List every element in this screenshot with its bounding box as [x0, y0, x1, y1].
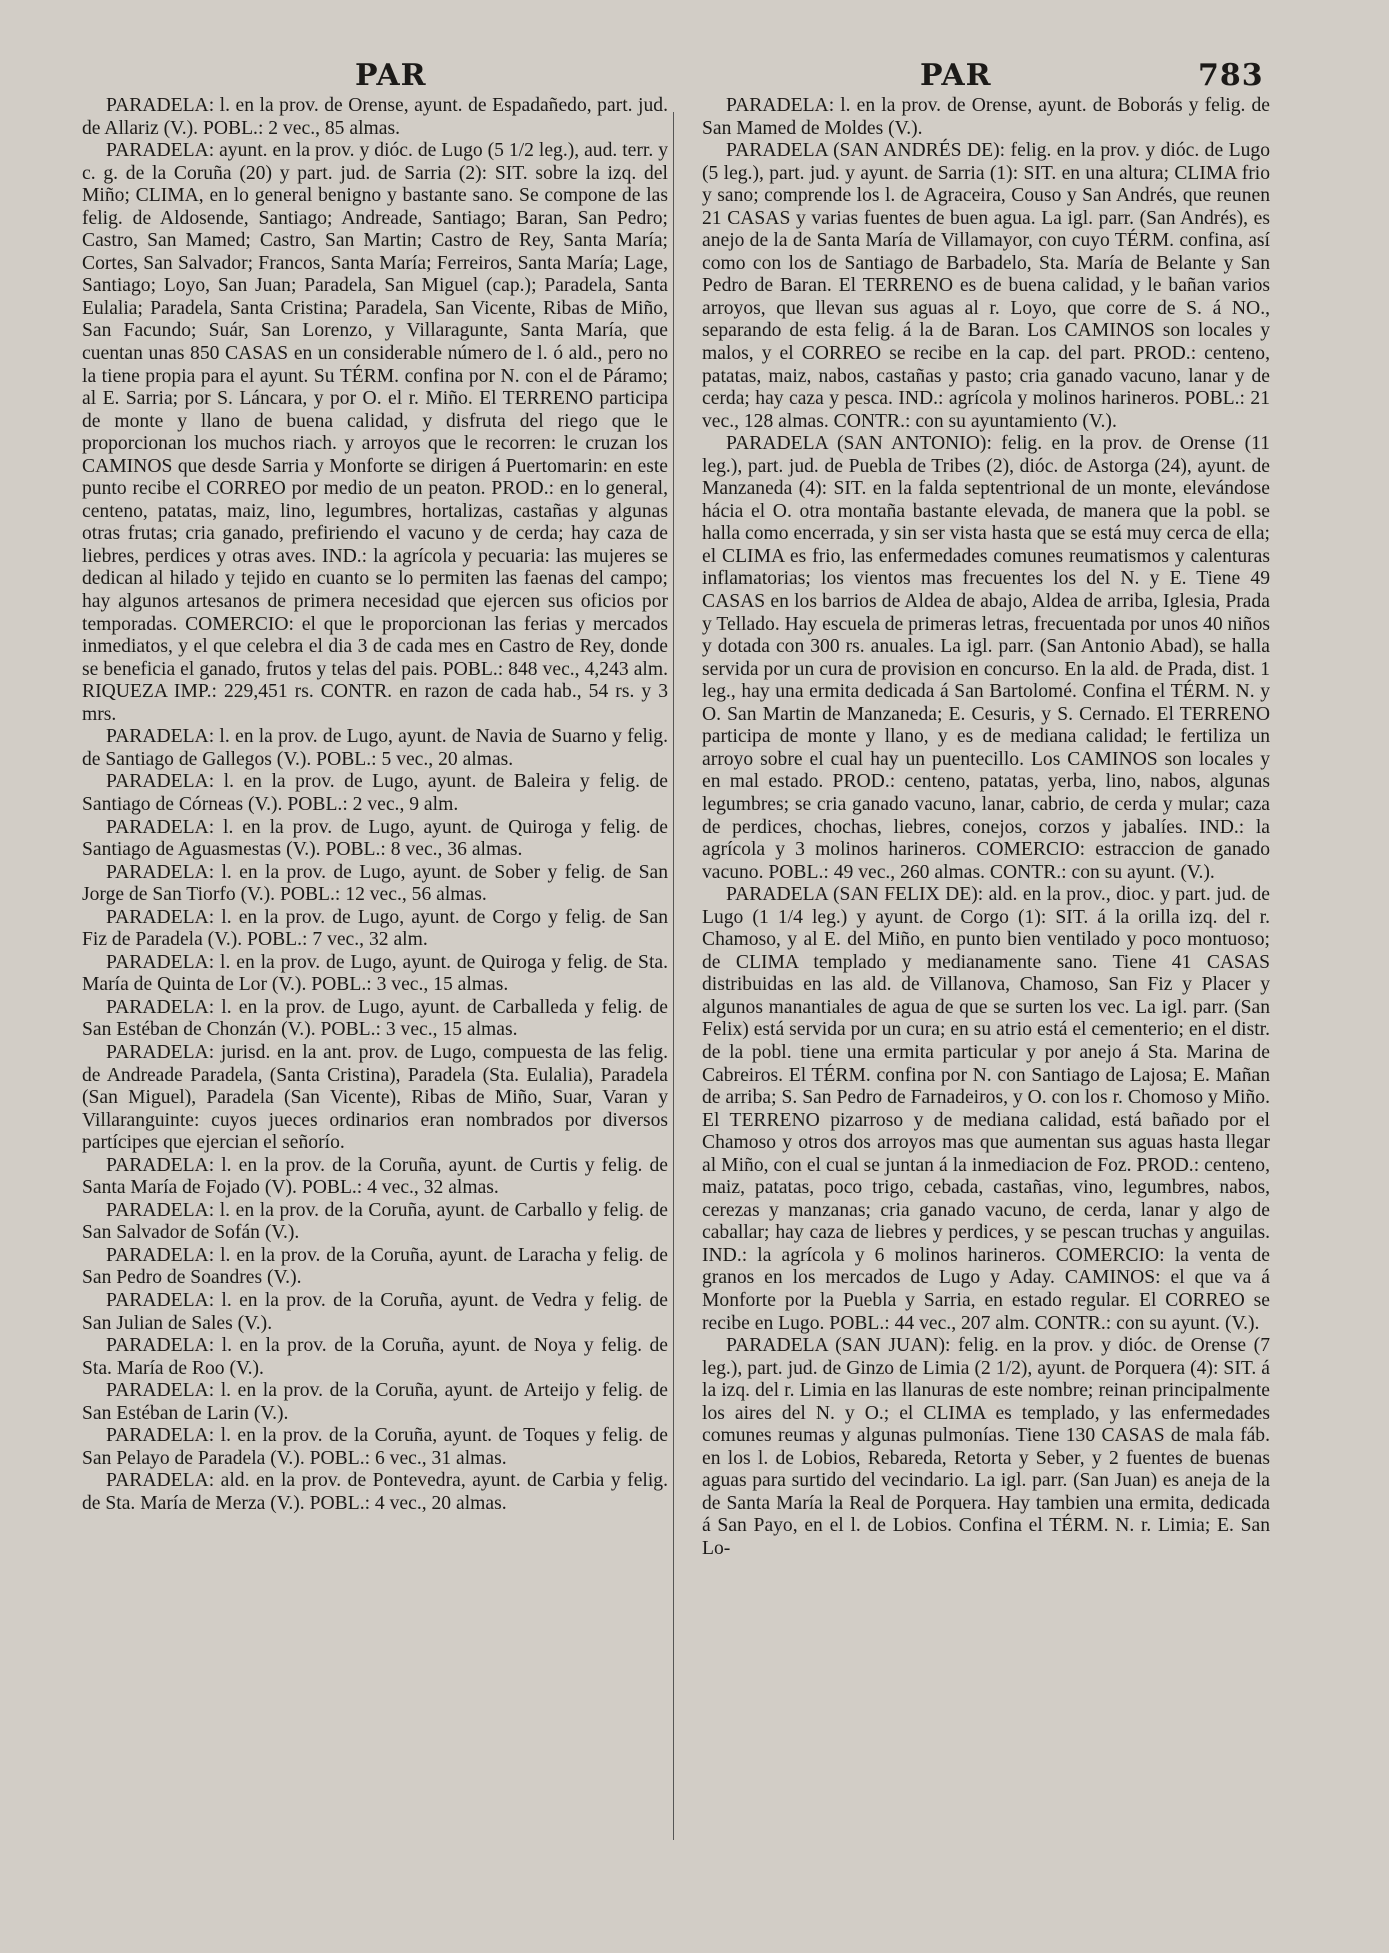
right-column: [702, 95, 1270, 1925]
dictionary-entry: PARADELA: l. en la prov. de la Coruña, ayunt. de Curtis y felig. de Santa María de Fojado (V). POBL.: 4 vec., 32 almas.: [82, 1154, 668, 1199]
dictionary-entry: PARADELA: l. en la prov. de Orense, ayunt. de Espadañedo, part. jud. de Allariz (V.). POBL.: 2 vec., 85 almas.: [82, 95, 668, 139]
dictionary-entry: PARADELA: l. en la prov. de la Coruña, ayunt. de Laracha y felig. de San Pedro de Soandres (V.).: [82, 1244, 668, 1289]
dictionary-entry: PARADELA: jurisd. en la ant. prov. de Lugo, compuesta de las felig. de Andreade Paradela, (Santa Cristina), Paradela (Sta. Eulalia), Paradela (San Miguel), Paradela (San Vicente), Ribas de Miño, Suar, Varan y Villaranguinte: cuyos jueces ordinarios eran nombrados por diversos partícipes que ejercian el señorío.: [82, 1041, 668, 1154]
dictionary-entry: PARADELA: l. en la prov. de Lugo, ayunt. de Corgo y felig. de San Fiz de Paradela (V.). POBL.: 7 vec., 32 alm.: [82, 906, 668, 951]
dictionary-entry: PARADELA: l. en la prov. de Orense, ayunt. de Boborás y felig. de San Mamed de Moldes (V.).: [702, 95, 1270, 139]
dictionary-entry: PARADELA (SAN JUAN): felig. en la prov. y dióc. de Orense (7 leg.), part. jud. de Ginzo de Limia (2 1/2), ayunt. de Porquera (4): SIT. á la izq. del r. Limia en las llanuras de este nombre; reinan principalmente los aires del N. y O.; el CLIMA es templado, y las enfermedades comunes reumas y algunas pulmonías. Tiene 130 CASAS de mala fáb. en los l. de Lobios, Rebareda, Retorta y Seber, y 2 fuentes de buenas aguas para surtido del vecindario. La igl. parr. (San Juan) es aneja de la de Santa María la Real de Porquera. Hay tambien una ermita, dedicada á San Payo, en el l. de Lobios. Confina el TÉRM. N. r. Limia; E. San Lo-: [702, 1335, 1270, 1559]
dictionary-entry: PARADELA (SAN FELIX DE): ald. en la prov., dioc. y part. jud. de Lugo (1 1/4 leg.) y ayunt. de Corgo (1): SIT. á la orilla izq. del r. Chamoso, y al E. del Miño, en punto bien ventilado y poco montuoso; de CLIMA templado y medianamente sano. Tiene 41 CASAS distribuidas en las ald. de Villanova, Chamoso, San Fiz y Placer y algunos manantiales de agua de que se surten los vec. La igl. parr. (San Felix) está servida por un cura; en su atrio está el cementerio; en el distr. de la pobl. tiene una ermita particular y por anejo á Sta. Marina de Cabreiros. El TÉRM. confina por N. con Santiago de Lajosa; E. Mañan de arriba; S. San Pedro de Farnadeiros, y O. con los r. Chomoso y Miño. El TERRENO pizarroso y de mediana calidad, está bañado por el Chamoso y otros dos arroyos mas que aumentan sus aguas hasta llegar al Miño, con el cual se juntan á la inmediacion de Foz. PROD.: centeno, maiz, patatas, poco trigo, cebada, castañas, vino, legumbres, nabos, cerezas y manzanas; cria ganado vacuno, de cerda, lanar y algo de caballar; hay caza de liebres y perdices, y se pescan truchas y anguilas. IND.: la agrícola y 6 molinos harineros. COMERCIO: la venta de granos en los mercados de Lugo y Aday. CAMINOS: el que va á Monforte por la Puebla y Sarria, en estado regular. El CORREO se recibe en Lugo. POBL.: 44 vec., 207 alm. CONTR.: con su ayunt. (V.).: [702, 884, 1270, 1334]
dictionary-entry: PARADELA (SAN ANDRÉS DE): felig. en la prov. y dióc. de Lugo (5 leg.), part. jud. y ayunt. de Sarria (1): SIT. en una altura; CLIMA frio y sano; comprende los l. de Agraceira, Couso y San Andrés, que reunen 21 CASAS y varias fuentes de buen agua. La igl. parr. (San Andrés), es anejo de la de Santa María de Villamayor, con cuyo TÉRM. confina, así como con los de Santiago de Barbadelo, Sta. María de Belante y San Pedro de Baran. El TERRENO es de buena calidad, y le bañan varios arroyos, que llevan sus aguas al r. Loyo, que corre de S. á NO., separando de esta felig. á la de Baran. Los CAMINOS son locales y malos, y el CORREO se recibe en la cap. del part. PROD.: centeno, patatas, maiz, nabos, castañas y pasto; cria ganado vacuno, lanar y de cerda; hay caza y pesca. IND.: agrícola y molinos harineros. POBL.: 21 vec., 128 almas. CONTR.: con su ayuntamiento (V.).: [702, 140, 1270, 432]
running-head-right: PAR: [920, 58, 992, 93]
dictionary-entry: PARADELA: l. en la prov. de la Coruña, ayunt. de Toques y felig. de San Pelayo de Paradela (V.). POBL.: 6 vec., 31 almas.: [82, 1425, 668, 1469]
page-number: 783: [1198, 58, 1264, 93]
dictionary-entry: PARADELA (SAN ANTONIO): felig. en la prov. de Orense (11 leg.), part. jud. de Puebla de Tribes (2), dióc. de Astorga (24), ayunt. de Manzaneda (4): SIT. en la falda septentrional de un monte, elevándose hácia el O. otra montaña bastante elevada, de manera que la pobl. se halla como encerrada, y sin ser vista hasta que se está muy cerca de ella; el CLIMA es frio, las enfermedades comunes reumatismos y calenturas inflamatorias; los vientos mas frecuentes los del N. y E. Tiene 49 CASAS en los barrios de Aldea de abajo, Aldea de arriba, Iglesia, Prada y Tellado. Hay escuela de primeras letras, frecuentada por unos 40 niños y dotada con 300 rs. anuales. La igl. parr. (San Antonio Abad), se halla servida por un cura de provision en concurso. En la ald. de Prada, dist. 1 leg., hay una ermita dedicada á San Bartolomé. Confina el TÉRM. N. y O. San Martin de Manzaneda; E. Cesuris, y S. Cernado. El TERRENO participa de monte y llano, y es de mediana calidad; le fertiliza un arroyo sobre el cual hay un puentecillo. Los CAMINOS son locales y en mal estado. PROD.: centeno, patatas, yerba, lino, nabos, algunas legumbres; se cria ganado vacuno, lanar, cabrio, de cerda y mular; caza de perdices, chochas, liebres, conejos, corzos y jabalíes. IND.: la agrícola y 3 molinos harineros. COMERCIO: estraccion de ganado vacuno. POBL.: 49 vec., 260 almas. CONTR.: con su ayunt. (V.).: [702, 433, 1270, 883]
dictionary-entry: PARADELA: l. en la prov. de Lugo, ayunt. de Carballeda y felig. de San Estéban de Chonzán (V.). POBL.: 3 vec., 15 almas.: [82, 996, 668, 1041]
dictionary-entry: PARADELA: l. en la prov. de Lugo, ayunt. de Navia de Suarno y felig. de Santiago de Gallegos (V.). POBL.: 5 vec., 20 almas.: [82, 726, 668, 770]
dictionary-entry: PARADELA: l. en la prov. de la Coruña, ayunt. de Vedra y felig. de San Julian de Sales (V.).: [82, 1289, 668, 1334]
dictionary-entry: PARADELA: l. en la prov. de la Coruña, ayunt. de Carballo y felig. de San Salvador de Sofán (V.).: [82, 1199, 668, 1244]
left-column: [82, 95, 668, 1925]
dictionary-entry: PARADELA: l. en la prov. de Lugo, ayunt. de Quiroga y felig. de Sta. María de Quinta de Lor (V.). POBL.: 3 vec., 15 almas.: [82, 951, 668, 996]
dictionary-entry: PARADELA: l. en la prov. de la Coruña, ayunt. de Noya y felig. de Sta. María de Roo (V.).: [82, 1335, 668, 1379]
dictionary-entry: PARADELA: l. en la prov. de Lugo, ayunt. de Baleira y felig. de Santiago de Córneas (V.). POBL.: 2 vec., 9 alm.: [82, 771, 668, 815]
dictionary-entry: PARADELA: l. en la prov. de Lugo, ayunt. de Sober y felig. de San Jorge de San Tiorfo (V.). POBL.: 12 vec., 56 almas.: [82, 861, 668, 906]
dictionary-entry: PARADELA: ayunt. en la prov. y dióc. de Lugo (5 1/2 leg.), aud. terr. y c. g. de la Coruña (20) y part. jud. de Sarria (2): SIT. sobre la izq. del Miño; CLIMA, en lo general benigno y bastante sano. Se compone de las felig. de Aldosende, Santiago; Andreade, Santiago; Baran, San Pedro; Castro, San Mamed; Castro, San Martin; Castro de Rey, Santa María; Cortes, San Salvador; Francos, Santa María; Ferreiros, Santa María; Lage, Santiago; Loyo, San Juan; Paradela, San Miguel (cap.); Paradela, Santa Eulalia; Paradela, Santa Cristina; Paradela, San Vicente, Ribas de Miño, San Facundo; Suár, San Lorenzo, y Villaragunte, Santa María, que cuentan unas 850 CASAS en un considerable número de l. ó ald., pero no la tiene propia para el ayunt. Su TÉRM. confina por N. con el de Páramo; al E. Sarria; por S. Láncara, y por O. el r. Miño. El TERRENO participa de monte y llano de buena calidad, y disfruta del riego que le proporcionan los muchos riach. y arroyos que le recorren: le cruzan los CAMINOS que desde Sarria y Monforte se dirigen á Puertomarin: en este punto recibe el CORREO por medio de un peaton. PROD.: en lo general, centeno, patatas, maiz, lino, legumbres, hortalizas, castañas y algunas otras frutas; cria ganado, prefiriendo el vacuno y de cerda; hay caza de liebres, perdices y otras aves. IND.: la agrícola y pecuaria: las mujeres se dedican al hilado y tejido en cuanto se lo permiten las faenas del campo; hay algunos artesanos de primera necesidad que ejercen sus oficios por temporadas. COMERCIO: el que le proporcionan las ferias y mercados inmediatos, y el que celebra el dia 3 de cada mes en Castro de Rey, donde se beneficia el ganado, frutos y telas del pais. POBL.: 848 vec., 4,243 alm. RIQUEZA IMP.: 229,451 rs. CONTR. en razon de cada hab., 54 rs. y 3 mrs.: [82, 140, 668, 725]
dictionary-entry: PARADELA: ald. en la prov. de Pontevedra, ayunt. de Carbia y felig. de Sta. María de Merza (V.). POBL.: 4 vec., 20 almas.: [82, 1470, 668, 1514]
dictionary-entry: PARADELA: l. en la prov. de Lugo, ayunt. de Quiroga y felig. de Santiago de Aguasmestas (V.). POBL.: 8 vec., 36 almas.: [82, 816, 668, 861]
column-divider: [673, 112, 674, 1840]
running-head-left: PAR: [355, 58, 427, 93]
dictionary-entry: PARADELA: l. en la prov. de la Coruña, ayunt. de Arteijo y felig. de San Estéban de Larin (V.).: [82, 1380, 668, 1424]
